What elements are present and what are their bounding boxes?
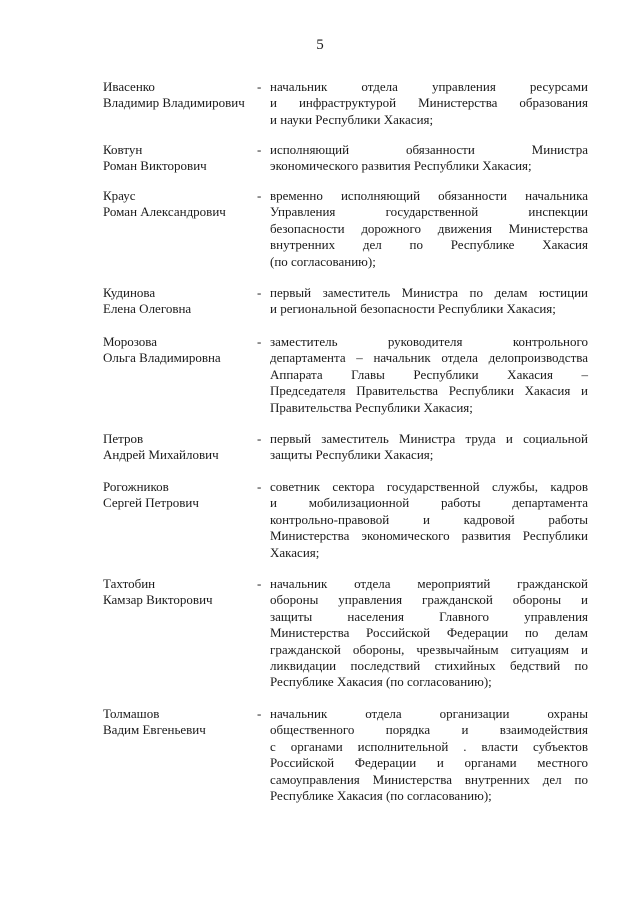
role-line: Аппарата Главы Республики Хакасия –: [270, 366, 588, 382]
member-surname: Петров: [103, 431, 144, 446]
member-given-name: Ольга Владимировна: [103, 350, 221, 366]
member-role: [270, 142, 588, 175]
member-role: [270, 188, 588, 270]
member-given-name: Вадим Евгеньевич: [103, 722, 206, 738]
member-surname: Толмашов: [103, 706, 160, 721]
member-surname: Тахтобин: [103, 576, 156, 591]
member-surname: Морозова: [103, 334, 158, 349]
role-line: защиты Республики Хакасия;: [270, 447, 434, 463]
member-role: [270, 706, 588, 804]
role-line: и инфраструктурой Министерства образования: [270, 95, 588, 111]
member-name: [103, 431, 268, 464]
member-surname: Ковтун: [103, 142, 143, 157]
member-given-name: Андрей Михайлович: [103, 447, 219, 463]
separator-dash: -: [257, 334, 262, 349]
role-line: с органами исполнительной . власти субъектов: [270, 738, 588, 754]
role-line: и мобилизационной работы департамента: [270, 495, 588, 511]
member-role: [270, 479, 588, 561]
separator-dash: -: [257, 706, 262, 721]
member-role: [270, 79, 588, 128]
role-line: и науки Республики Хакасия;: [270, 111, 434, 127]
role-line: исполняющий обязанности Министра: [270, 142, 588, 157]
role-line: Российской Федерации и органами местного: [270, 755, 588, 771]
member-given-name: Камзар Викторович: [103, 592, 213, 608]
role-line: безопасности дорожного движения Министерства: [270, 220, 588, 236]
member-name: [103, 334, 268, 367]
role-line: контрольно-правовой и кадровой работы: [270, 511, 588, 527]
role-line: и региональной безопасности Республики Хакасия;: [270, 301, 556, 317]
member-name: [103, 706, 268, 739]
member-role: [270, 576, 588, 691]
member-name: [103, 79, 268, 112]
role-line: Министерства Российской Федерации по делам: [270, 625, 588, 641]
role-line: общественного порядка и взаимодействия: [270, 722, 588, 738]
member-given-name: Владимир Владимирович: [103, 95, 245, 111]
separator-dash: -: [257, 285, 262, 300]
role-line: ликвидации последствий стихийных бедствий по: [270, 658, 588, 674]
role-line: внутренних дел по Республике Хакасия: [270, 237, 588, 253]
member-given-name: Роман Александрович: [103, 204, 226, 220]
member-surname: Краус: [103, 188, 136, 203]
role-line: самоуправления Министерства внутренних дел по: [270, 771, 588, 787]
member-name: [103, 142, 268, 175]
member-name: [103, 188, 268, 221]
member-given-name: Сергей Петрович: [103, 495, 199, 511]
role-line: Министерства экономического развития Республики: [270, 528, 588, 544]
member-name: [103, 285, 268, 318]
member-surname: Кудинова: [103, 285, 156, 300]
separator-dash: -: [257, 431, 262, 446]
member-name: [103, 576, 268, 609]
role-line: (по согласованию);: [270, 253, 376, 269]
page-number: 5: [316, 37, 324, 53]
role-line: начальник отдела организации охраны: [270, 706, 588, 721]
separator-dash: -: [257, 79, 262, 94]
separator-dash: -: [257, 188, 262, 203]
role-line: Хакасия;: [270, 544, 320, 560]
role-line: Республике Хакасия (по согласованию);: [270, 788, 492, 804]
role-line: защиты населения Главного управления: [270, 608, 588, 624]
role-line: первый заместитель Министра труда и социальной: [270, 431, 588, 446]
role-line: временно исполняющий обязанности начальника: [270, 188, 588, 203]
member-role: [270, 334, 588, 416]
role-line: начальник отдела мероприятий гражданской: [270, 576, 588, 591]
role-line: Республике Хакасия (по согласованию);: [270, 674, 492, 690]
member-surname: Ивасенко: [103, 79, 155, 94]
role-line: Управления государственной инспекции: [270, 204, 588, 220]
role-line: начальник отдела управления ресурсами: [270, 79, 588, 94]
role-line: гражданской обороны, чрезвычайным ситуациям и: [270, 641, 588, 657]
role-line: экономического развития Республики Хакасия;: [270, 158, 532, 174]
member-surname: Рогожников: [103, 479, 169, 494]
member-role: [270, 285, 588, 318]
role-line: департамента – начальник отдела делопроизводства: [270, 350, 588, 366]
member-given-name: Елена Олеговна: [103, 301, 192, 317]
role-line: обороны управления гражданской обороны и: [270, 592, 588, 608]
role-line: Председателя Правительства Республики Хакасия и: [270, 383, 588, 399]
role-line: заместитель руководителя контрольного: [270, 334, 588, 349]
separator-dash: -: [257, 576, 262, 591]
role-line: Правительства Республики Хакасия;: [270, 399, 473, 415]
role-line: первый заместитель Министра по делам юстиции: [270, 285, 588, 300]
separator-dash: -: [257, 142, 262, 157]
member-given-name: Роман Викторович: [103, 158, 207, 174]
member-role: [270, 431, 588, 464]
member-name: [103, 479, 268, 512]
separator-dash: -: [257, 479, 262, 494]
role-line: советник сектора государственной службы, кадров: [270, 479, 588, 494]
